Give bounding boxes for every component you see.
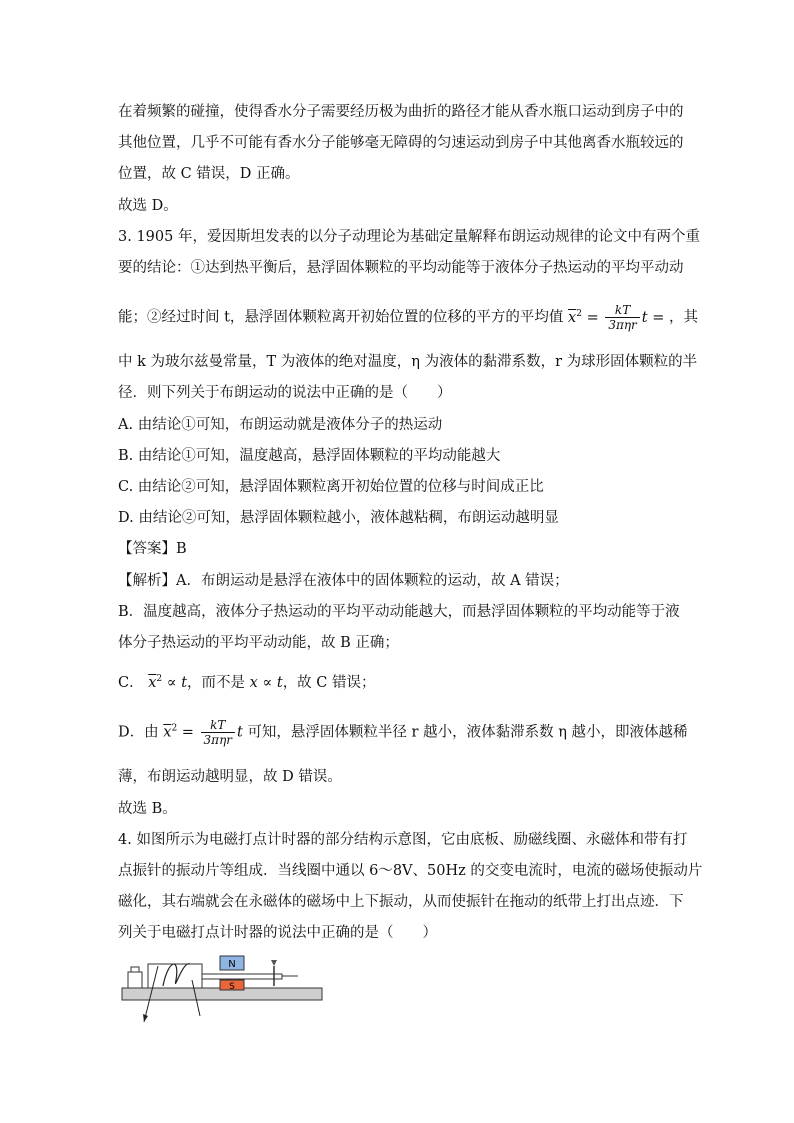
formula-numerator: kT bbox=[605, 303, 639, 318]
explanation-line-c bbox=[118, 669, 376, 693]
text-line: 磁化，其右端就会在永磁体的磁场中上下振动，从而使振针在拖动的纸带上打出点迹．下 bbox=[118, 894, 684, 910]
formula-tail: = bbox=[652, 309, 665, 326]
question-4-stem: 4. 如图所示为电磁打点计时器的部分结构示意图，它由底板、励磁线圈、永磁体和带有打 bbox=[118, 832, 688, 848]
post-cap bbox=[131, 967, 139, 972]
magnet-south-label: S bbox=[229, 982, 235, 992]
explanation-line: 薄，布朗运动越明显，故 D 错误。 bbox=[118, 769, 342, 785]
text-segment: 能；②经过时间 t，悬浮固体颗粒离开初始位置的位移的平方的平均值 bbox=[118, 309, 564, 326]
text-line: 在着频繁的碰撞，使得香水分子需要经历极为曲折的路径才能从香水瓶口运动到房子中的 bbox=[118, 104, 684, 120]
formula-numerator: kT bbox=[201, 718, 235, 733]
option-a: A. 由结论①可知，布朗运动就是液体分子的热运动 bbox=[118, 417, 443, 433]
text-line: 其他位置，几乎不可能有香水分子能够毫无障碍的匀速运动到房子中其他离香水瓶较远的 bbox=[118, 135, 684, 151]
arrow-head-icon bbox=[143, 1014, 148, 1022]
text-segment: ，其 bbox=[669, 309, 698, 326]
text-line: 径．则下列关于布朗运动的说法中正确的是（ ） bbox=[118, 385, 452, 401]
explanation-line: 体分子热运动的平均平动动能，故 B 正确； bbox=[118, 635, 399, 651]
option-c: C. 由结论②可知，悬浮固体颗粒离开初始位置的位移与时间成正比 bbox=[118, 479, 544, 495]
formula-fraction bbox=[201, 718, 235, 747]
text-line: 位置，故 C 错误，D 正确。 bbox=[118, 166, 300, 182]
explanation-line: 【解析】A．布朗运动是悬浮在液体中的固体颗粒的运动，故 A 错误； bbox=[118, 573, 569, 589]
magnet-north-label: N bbox=[228, 959, 236, 970]
explanation-line: 故选 B。 bbox=[118, 801, 177, 817]
text-segment: C． bbox=[118, 674, 144, 691]
option-b: B. 由结论①可知，温度越高，悬浮固体颗粒的平均动能越大 bbox=[118, 448, 501, 464]
formula-lhs: $\overline{x}$ bbox=[568, 309, 577, 326]
formula-lhs: $\overline{x}$ bbox=[163, 724, 172, 741]
proportional-symbol: ∝ bbox=[166, 674, 177, 691]
formula-power: 2 bbox=[171, 723, 178, 734]
option-d: D. 由结论②可知，悬浮固体颗粒越小，液体越粘稠，布朗运动越明显 bbox=[118, 510, 559, 526]
terminal-post bbox=[128, 972, 142, 988]
text-segment: ，而不是 bbox=[187, 674, 246, 691]
formula-x: x bbox=[249, 674, 258, 691]
coil-housing bbox=[148, 964, 202, 988]
text-line: 列关于电磁打点计时器的说法中正确的是（ ） bbox=[118, 925, 437, 941]
formula-line bbox=[118, 303, 698, 332]
formula-fraction bbox=[605, 303, 639, 332]
timer-figure bbox=[118, 950, 328, 1030]
formula-denominator: 3πηr bbox=[203, 733, 232, 747]
proportional-symbol: ∝ bbox=[262, 674, 273, 691]
text-line: 故选 D。 bbox=[118, 198, 178, 214]
text-line: 中 k 为玻尔兹曼常量，T 为液体的绝对温度，η 为液体的黏滞系数，r 为球形固体颗粒的半 bbox=[118, 354, 698, 370]
einstein-formula bbox=[568, 303, 669, 332]
formula-denominator: 3πηr bbox=[608, 318, 637, 332]
formula-power: 2 bbox=[576, 308, 582, 319]
vibrating-reed bbox=[202, 974, 282, 979]
explanation-line-d bbox=[118, 718, 688, 747]
formula-t: t bbox=[181, 674, 188, 691]
needle-head bbox=[271, 960, 277, 966]
text-segment: ，故 C 错误； bbox=[282, 674, 376, 691]
formula-equals: = bbox=[586, 309, 599, 326]
formula-equals: = bbox=[181, 724, 194, 741]
formula-t: t bbox=[276, 674, 283, 691]
formula-power: 2 bbox=[156, 674, 163, 684]
formula-t: t bbox=[237, 724, 243, 741]
text-line: 要的结论：①达到热平衡后，悬浮固体颗粒的平均动能等于液体分子热运动的平均平动动 bbox=[118, 260, 684, 276]
text-segment: D．由 bbox=[118, 724, 159, 741]
question-3-stem: 3. 1905 年，爱因斯坦发表的以分子动理论为基础定量解释布朗运动规律的论文中有两个重 bbox=[118, 229, 700, 245]
text-segment: 可知，悬浮固体颗粒半径 r 越小，液体黏滞系数 η 越小，即液体越稀 bbox=[247, 724, 688, 741]
answer-label: 【答案】B bbox=[118, 541, 187, 557]
text-line: 点振针的振动片等组成．当线圈中通以 6～8V、50Hz 的交变电流时，电流的磁场使振动片 bbox=[118, 863, 703, 879]
formula-lhs: $\overline{x}$ bbox=[148, 674, 157, 691]
explanation-line: B．温度越高，液体分子热运动的平均平动动能越大，而悬浮固体颗粒的平均动能等于液 bbox=[118, 604, 680, 620]
formula-t: t bbox=[641, 309, 648, 326]
